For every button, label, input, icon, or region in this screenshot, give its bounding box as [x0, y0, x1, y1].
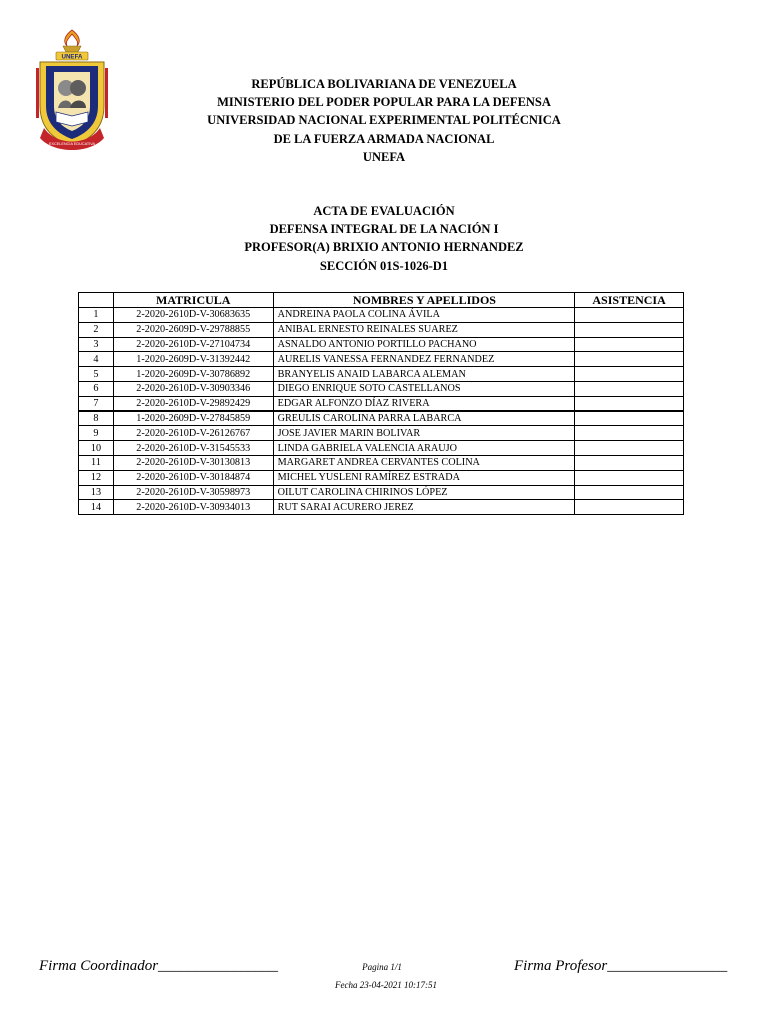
row-matricula: 1-2020-2609D-V-30786892: [113, 367, 273, 382]
column-header-matricula: MATRICULA: [113, 293, 273, 308]
row-number: 13: [79, 485, 114, 500]
row-asistencia: [575, 308, 684, 323]
row-nombre: MARGARET ANDREA CERVANTES COLINA: [273, 455, 575, 470]
row-matricula: 2-2020-2610D-V-31545533: [113, 441, 273, 456]
row-asistencia: [575, 500, 684, 515]
row-number: 5: [79, 367, 114, 382]
row-number: 2: [79, 322, 114, 337]
acta-title-block: [0, 202, 768, 275]
row-asistencia: [575, 337, 684, 352]
table-row: [79, 308, 684, 323]
row-number: 3: [79, 337, 114, 352]
column-header-nombres: NOMBRES Y APELLIDOS: [273, 293, 575, 308]
student-roster-table: [78, 292, 684, 515]
section-code: SECCIÓN 01S-1026-D1: [319, 258, 449, 273]
row-nombre: ASNALDO ANTONIO PORTILLO PACHANO: [273, 337, 575, 352]
table-row: [79, 396, 684, 411]
page-number: Pagina 1/1: [362, 962, 402, 972]
row-nombre: MICHEL YUSLENI RAMÍREZ ESTRADA: [273, 470, 575, 485]
row-number: 12: [79, 470, 114, 485]
row-number: 8: [79, 411, 114, 426]
row-asistencia: [575, 485, 684, 500]
row-matricula: 2-2020-2610D-V-30130813: [113, 455, 273, 470]
row-number: 11: [79, 455, 114, 470]
row-matricula: 2-2020-2610D-V-29892429: [113, 396, 273, 411]
row-nombre: OILUT CAROLINA CHIRINOS LÓPEZ: [273, 485, 575, 500]
row-number: 14: [79, 500, 114, 515]
row-number: 10: [79, 441, 114, 456]
svg-text:UNEFA: UNEFA: [61, 53, 83, 61]
row-asistencia: [575, 322, 684, 337]
row-asistencia: [575, 441, 684, 456]
row-number: 6: [79, 381, 114, 396]
header-line: UNEFA: [362, 149, 406, 164]
table-row: [79, 470, 684, 485]
header-line: UNIVERSIDAD NACIONAL EXPERIMENTAL POLITÉCNICA: [207, 113, 561, 128]
table-row: [79, 352, 684, 367]
table-row: [79, 367, 684, 382]
table-row: [79, 322, 684, 337]
row-number: 7: [79, 396, 114, 411]
row-asistencia: [575, 455, 684, 470]
header-line: MINISTERIO DEL PODER POPULAR PARA LA DEFENSA: [217, 95, 551, 110]
row-matricula: 2-2020-2610D-V-30598973: [113, 485, 273, 500]
row-matricula: 2-2020-2610D-V-27104734: [113, 337, 273, 352]
row-nombre: LINDA GABRIELA VALENCIA ARAUJO: [273, 441, 575, 456]
row-asistencia: [575, 470, 684, 485]
table-row: [79, 500, 684, 515]
row-matricula: 2-2020-2610D-V-26126767: [113, 426, 273, 441]
row-nombre: AURELIS VANESSA FERNANDEZ FERNANDEZ: [273, 352, 575, 367]
acta-title: ACTA DE EVALUACIÓN: [313, 204, 455, 218]
firma-coordinador: Firma Coordinador________________: [39, 958, 279, 974]
row-nombre: ANDREINA PAOLA COLINA ÁVILA: [273, 308, 575, 323]
row-matricula: 2-2020-2610D-V-30683635: [113, 308, 273, 323]
header-line: REPÚBLICA BOLIVARIANA DE VENEZUELA: [251, 77, 517, 91]
table-row: [79, 411, 684, 426]
row-asistencia: [575, 381, 684, 396]
row-nombre: JOSE JAVIER MARIN BOLIVAR: [273, 426, 575, 441]
institution-header: [0, 75, 768, 166]
row-asistencia: [575, 411, 684, 426]
row-number: 9: [79, 426, 114, 441]
table-row: [79, 381, 684, 396]
header-line: DE LA FUERZA ARMADA NACIONAL: [273, 131, 495, 146]
table-row: [79, 337, 684, 352]
row-nombre: EDGAR ALFONZO DÍAZ RIVERA: [273, 396, 575, 411]
row-nombre: BRANYELIS ANAID LABARCA ALEMAN: [273, 367, 575, 382]
row-matricula: 1-2020-2609D-V-27845859: [113, 411, 273, 426]
row-nombre: ANIBAL ERNESTO REINALES SUAREZ: [273, 322, 575, 337]
firma-profesor: Firma Profesor________________: [514, 958, 728, 974]
row-matricula: 1-2020-2609D-V-31392442: [113, 352, 273, 367]
print-date: Fecha 23-04-2021 10:17:51: [335, 980, 437, 990]
row-asistencia: [575, 396, 684, 411]
row-number: 1: [79, 308, 114, 323]
row-nombre: DIEGO ENRIQUE SOTO CASTELLANOS: [273, 381, 575, 396]
row-matricula: 2-2020-2609D-V-29788855: [113, 322, 273, 337]
column-header-number: [79, 293, 114, 308]
row-number: 4: [79, 352, 114, 367]
table-header-row: [79, 293, 684, 308]
table-row: [79, 441, 684, 456]
row-asistencia: [575, 352, 684, 367]
row-asistencia: [575, 426, 684, 441]
table-row: [79, 426, 684, 441]
table-row: [79, 485, 684, 500]
column-header-asistencia: ASISTENCIA: [575, 293, 684, 308]
row-matricula: 2-2020-2610D-V-30934013: [113, 500, 273, 515]
row-nombre: RUT SARAI ACURERO JEREZ: [273, 500, 575, 515]
row-asistencia: [575, 367, 684, 382]
row-matricula: 2-2020-2610D-V-30903346: [113, 381, 273, 396]
svg-text:EXCELENCIA EDUCATIVA: EXCELENCIA EDUCATIVA: [48, 142, 96, 146]
table-row: [79, 455, 684, 470]
row-matricula: 2-2020-2610D-V-30184874: [113, 470, 273, 485]
course-name: DEFENSA INTEGRAL DE LA NACIÓN I: [269, 222, 499, 237]
row-nombre: GREULIS CAROLINA PARRA LABARCA: [273, 411, 575, 426]
professor-name: PROFESOR(A) BRIXIO ANTONIO HERNANDEZ: [244, 240, 524, 255]
